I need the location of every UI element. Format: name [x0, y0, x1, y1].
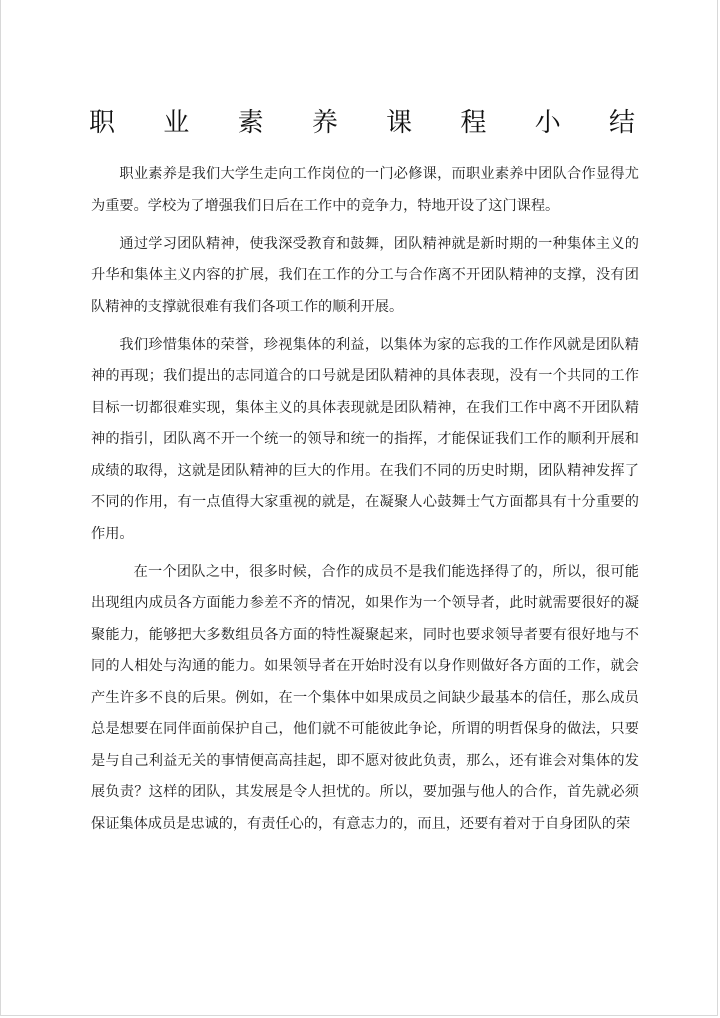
title-char: 职	[89, 108, 116, 138]
page-title	[89, 106, 635, 140]
title-char: 小	[534, 108, 561, 138]
title-char: 结	[608, 108, 635, 138]
paragraph-collective-honor: 我们珍惜集体的荣誉，珍视集体的利益，以集体为家的忘我的工作作风就是团队精神的再现；我们提出的志同道合的口号就是团队精神的具体表现，没有一个共同的工作目标一切都很难实现，集体主义的具体表现就是团队精神，在我们工作中离不开团队精神的指引，团队离不开一个统一的领导和统一的指挥，才能保证我们工作的顺利开展和成绩的取得，这就是团队精神的巨大的作用。在我们不同的历史时期，团队精神发挥了不同的作用，有一点值得大家重视的就是，在凝聚人心鼓舞士气方面都具有十分重要的作用。	[91, 336, 639, 542]
title-char: 素	[237, 108, 264, 138]
paragraph-team-spirit: 通过学习团队精神，使我深受教育和鼓舞，团队精神就是新时期的一种集体主义的升华和集体主义内容的扩展，我们在工作的分工与合作离不开团队精神的支撑，没有团队精神的支撑就很难有我们各项工作的顺利开展。	[91, 235, 639, 315]
title-char: 养	[311, 108, 338, 138]
document-body	[91, 159, 639, 847]
paragraph-intro: 职业素养是我们大学生走向工作岗位的一门必修课，而职业素养中团队合作显得尤为重要。学校为了增强我们日后在工作中的竞争力，特地开设了这门课程。	[91, 166, 639, 214]
paragraph-leadership: 在一个团队之中，很多时候，合作的成员不是我们能选择得了的，所以，很可能出现组内成员各方面能力参差不齐的情况，如果作为一个领导者，此时就需要很好的凝聚能力，能够把大多数组员各方面的特性凝聚起来，同时也要求领导者要有很好地与不同的人相处与沟通的能力。如果领导者在开始时没有以身作则做好各方面的工作，就会产生许多不良的后果。例如，在一个集体中如果成员之间缺少最基本的信任，那么成员总是想要在同伴面前保护自己，他们就不可能彼此争论，所谓的明哲保身的做法，只要是与自己利益无关的事情便高高挂起，即不愿对彼此负责，那么，还有谁会对集体的发展负责？这样的团队，其发展是令人担忧的。所以，要加强与他人的合作，首先就必须保证集体成员是忠诚的，有责任心的，有意志力的，而且，还要有着对于自身团队的荣	[91, 563, 639, 832]
title-char: 课	[386, 108, 413, 138]
title-char: 程	[460, 108, 487, 138]
title-char: 业	[163, 108, 190, 138]
